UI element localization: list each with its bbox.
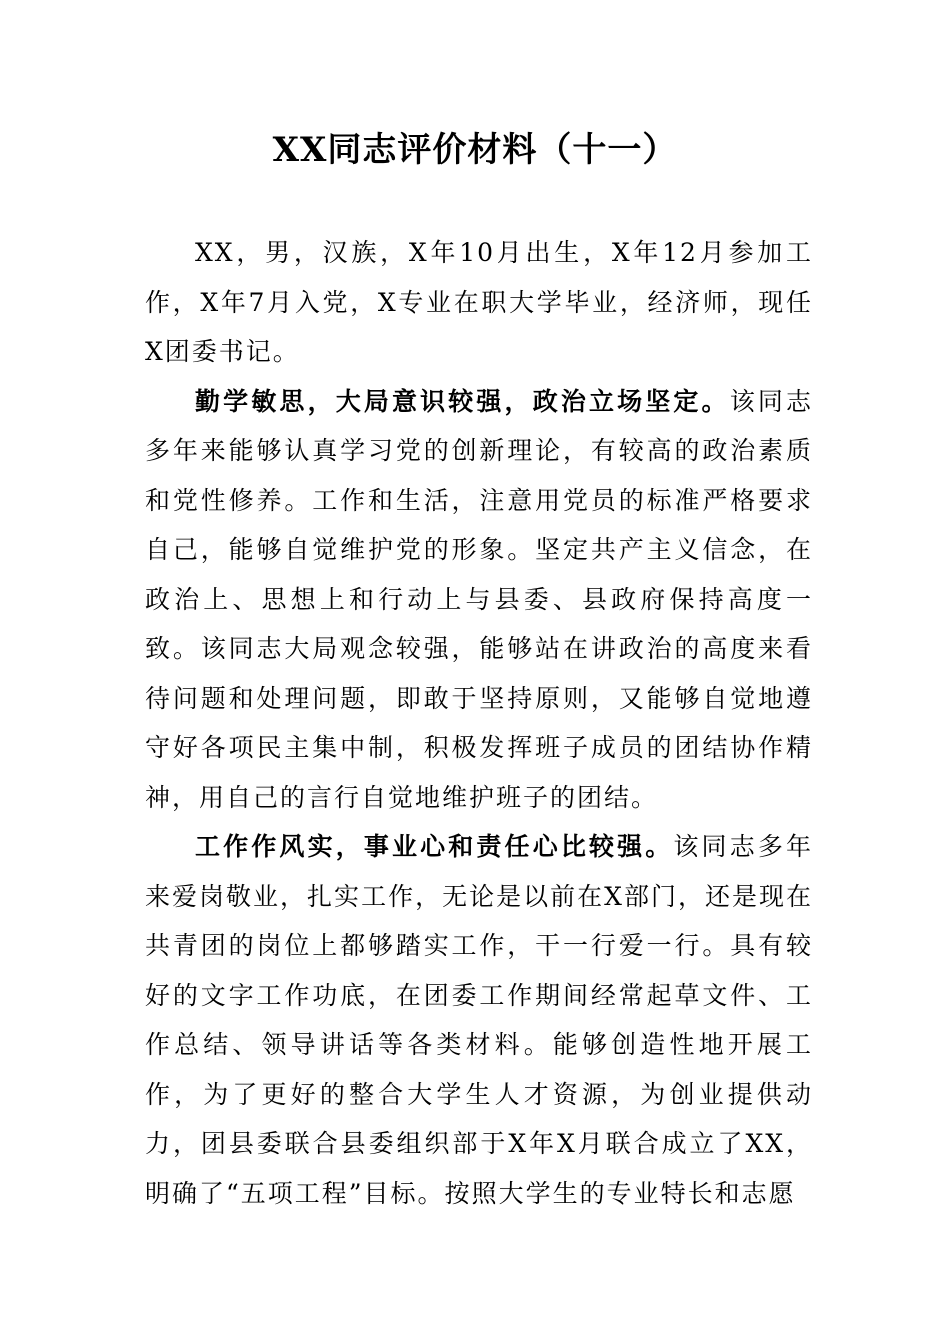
paragraph-lead: 工作作风实，事业心和责任心比较强。: [195, 832, 674, 861]
document-body: [145, 228, 813, 1218]
paragraph-text: 该同志多年来能够认真学习党的创新理论，有较高的政治素质和党性修养。工作和生活，注意用党员的标准严格要求自己，能够自觉维护党的形象。坚定共产主义信念，在政治上、思想上和行动上与县委、县政府保持高度一致。该同志大局观念较强，能够站在讲政治的高度来看待问题和处理问题，即敢于坚持原则，又能够自觉地遵守好各项民主集中制，积极发挥班子成员的团结协作精神，用自己的言行自觉地维护班子的团结。: [145, 386, 813, 812]
document-title: XX同志评价材料（十一）: [272, 130, 678, 170]
paragraph-1: [145, 228, 813, 377]
paragraph-lead: 勤学敏思，大局意识较强，政治立场坚定。: [195, 386, 730, 416]
paragraph-text: 该同志多年来爱岗敬业，扎实工作，无论是以前在X部门，还是现在共青团的岗位上都够踏实工作，干一行爱一行。具有较好的文字工作功底，在团委工作期间经常起草文件、工作总结、领导讲话等各类材料。能够创造性地开展工作，为了更好的整合大学生人才资源，为创业提供动力，团县委联合县委组织部于X年X月联合成立了XX，明确了“五项工程”目标。按照大学生的专业特长和志愿: [145, 832, 813, 1208]
paragraph-2: [145, 377, 813, 823]
paragraph-3: [145, 822, 813, 1218]
paragraph-text: XX，男，汉族，X年10月出生，X年12月参加工作，X年7月入党，X专业在职大学毕业，经济师，现任X团委书记。: [145, 238, 813, 366]
